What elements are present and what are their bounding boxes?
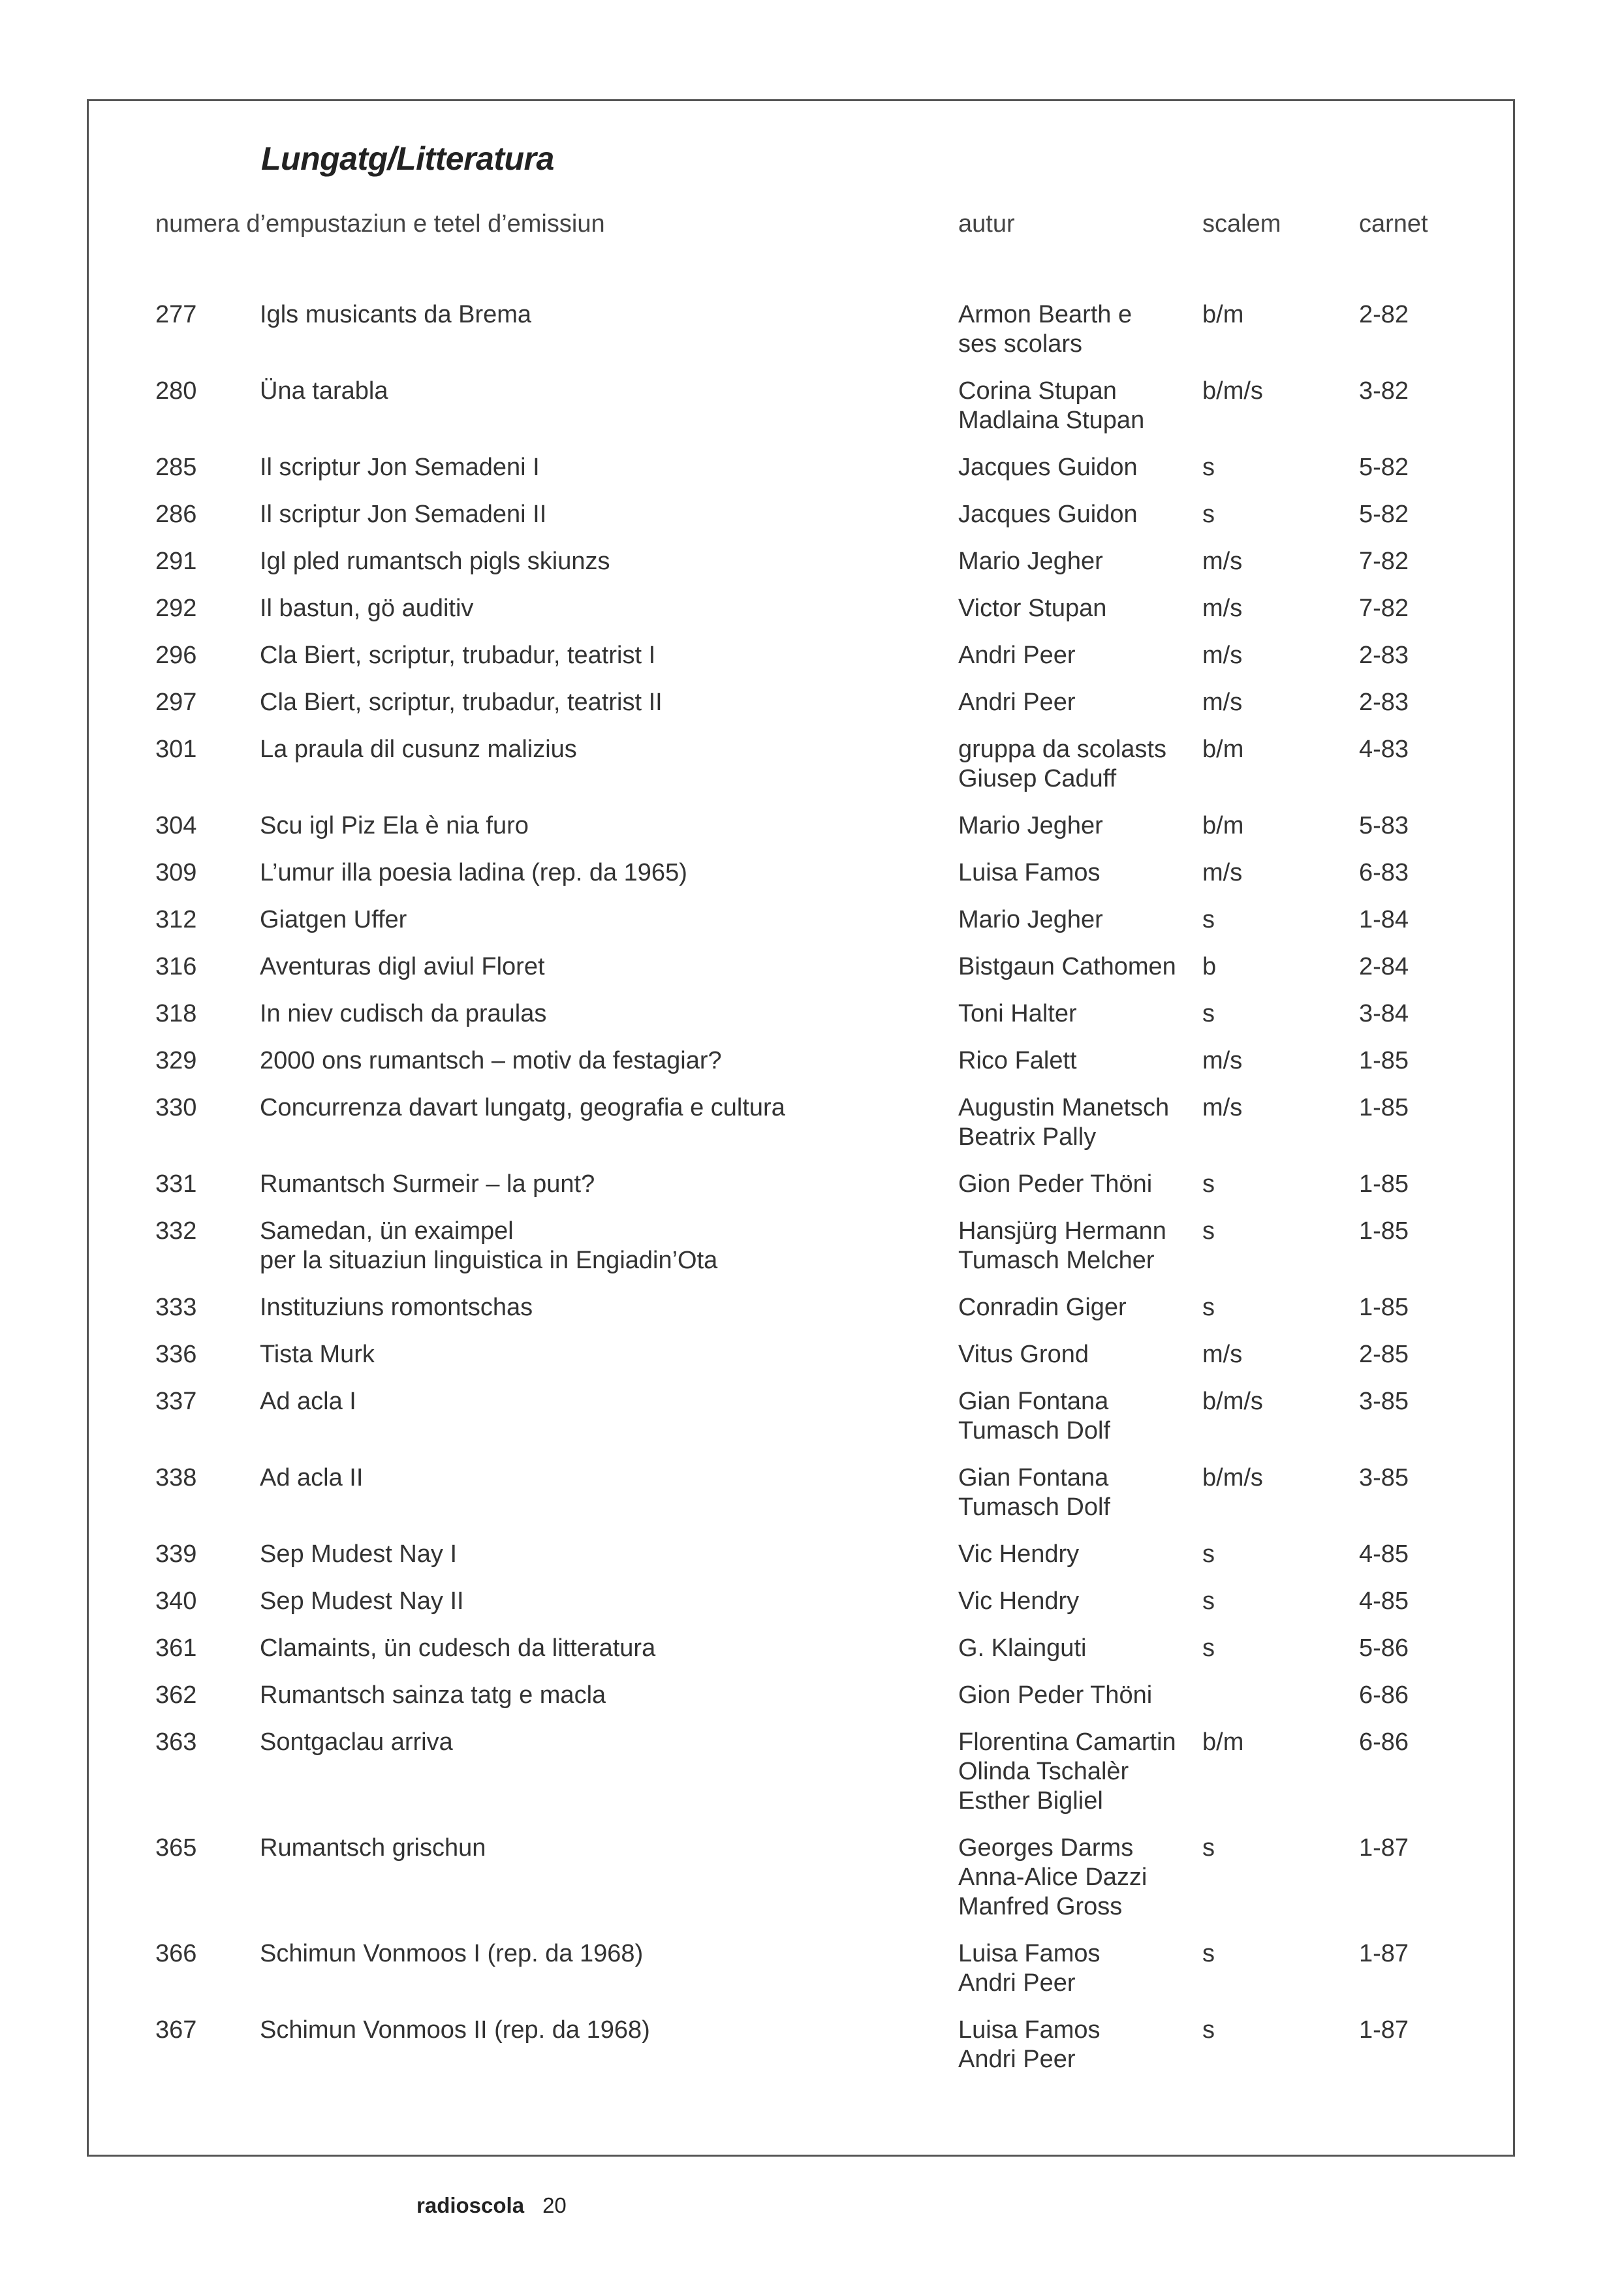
entry-number: 292: [155, 595, 197, 622]
entry-title: Giatgen Uffer: [260, 906, 407, 933]
entry-title: Sontgaclau arriva: [260, 1728, 453, 1756]
entry-scale: b/m/s: [1202, 1464, 1263, 1491]
entry-title: Schimun Vonmoos I (rep. da 1968): [260, 1940, 644, 1967]
entry-scale: m/s: [1202, 548, 1243, 575]
entry-author: Jacques Guidon: [958, 501, 1138, 528]
entry-scale: s: [1202, 1634, 1215, 1662]
entry-carnet: 4-83: [1359, 736, 1409, 763]
entry-number: 297: [155, 689, 197, 716]
entry-carnet: 1-85: [1359, 1217, 1409, 1245]
entry-scale: s: [1202, 1000, 1215, 1027]
entry-number: 329: [155, 1047, 197, 1074]
entry-author: Corina Stupan Madlaina Stupan: [958, 377, 1145, 434]
entry-scale: s: [1202, 1834, 1215, 1862]
entry-number: 285: [155, 454, 197, 481]
entry-title: Scu igl Piz Ela è nia furo: [260, 812, 529, 839]
entry-scale: b/m: [1202, 1728, 1244, 1756]
entry-carnet: 5-86: [1359, 1634, 1409, 1662]
entry-scale: s: [1202, 1294, 1215, 1321]
entry-carnet: 1-87: [1359, 2016, 1409, 2044]
entry-scale: m/s: [1202, 689, 1243, 716]
entry-number: 363: [155, 1728, 197, 1756]
entry-author: gruppa da scolasts Giusep Caduff: [958, 736, 1166, 792]
section-title: Lungatg/Litteratura: [261, 140, 554, 177]
entry-scale: m/s: [1202, 1094, 1243, 1121]
entry-number: 286: [155, 501, 197, 528]
entry-number: 333: [155, 1294, 197, 1321]
entry-number: 365: [155, 1834, 197, 1862]
entry-number: 312: [155, 906, 197, 933]
entry-carnet: 1-85: [1359, 1294, 1409, 1321]
entry-carnet: 4-85: [1359, 1587, 1409, 1615]
entry-title: Clamaints, ün cudesch da litteratura: [260, 1634, 656, 1662]
entry-number: 280: [155, 377, 197, 405]
entry-author: Augustin Manetsch Beatrix Pally: [958, 1094, 1170, 1151]
entry-author: Rico Falett: [958, 1047, 1077, 1074]
entry-number: 309: [155, 859, 197, 886]
header-scale: scalem: [1202, 210, 1281, 238]
entry-carnet: 3-85: [1359, 1464, 1409, 1491]
entry-carnet: 2-84: [1359, 953, 1409, 980]
footer-publication: radioscola: [416, 2193, 525, 2217]
entry-number: 332: [155, 1217, 197, 1245]
entry-scale: m/s: [1202, 1341, 1243, 1368]
entry-scale: s: [1202, 1587, 1215, 1615]
entry-number: 336: [155, 1341, 197, 1368]
entry-number: 330: [155, 1094, 197, 1121]
entry-author: Jacques Guidon: [958, 454, 1138, 481]
entry-carnet: 6-86: [1359, 1728, 1409, 1756]
entry-author: Bistgaun Cathomen: [958, 953, 1176, 980]
entry-scale: b: [1202, 953, 1217, 980]
entry-number: 301: [155, 736, 197, 763]
entry-author: Gion Peder Thöni: [958, 1170, 1153, 1198]
entry-author: Florentina Camartin Olinda Tschalèr Esther Bigliel: [958, 1728, 1176, 1815]
entry-title: Cla Biert, scriptur, trubadur, teatrist I: [260, 642, 656, 669]
entry-number: 331: [155, 1170, 197, 1198]
entry-carnet: 6-86: [1359, 1681, 1409, 1709]
entry-scale: s: [1202, 2016, 1215, 2044]
entry-title: Concurrenza davart lungatg, geografia e cultura: [260, 1094, 785, 1121]
entry-author: Georges Darms Anna-Alice Dazzi Manfred Gross: [958, 1834, 1148, 1920]
entry-carnet: 5-82: [1359, 501, 1409, 528]
entry-author: Mario Jegher: [958, 812, 1103, 839]
entry-title: Schimun Vonmoos II (rep. da 1968): [260, 2016, 650, 2044]
entry-number: 362: [155, 1681, 197, 1709]
entry-title: Sep Mudest Nay I: [260, 1540, 458, 1568]
entry-number: 339: [155, 1540, 197, 1568]
entry-title: Instituziuns romontschas: [260, 1294, 533, 1321]
entry-carnet: 4-85: [1359, 1540, 1409, 1568]
entry-carnet: 1-87: [1359, 1940, 1409, 1967]
entry-carnet: 2-83: [1359, 642, 1409, 669]
entry-author: Victor Stupan: [958, 595, 1107, 622]
entry-title: Aventuras digl aviul Floret: [260, 953, 545, 980]
entry-carnet: 1-85: [1359, 1170, 1409, 1198]
entry-scale: m/s: [1202, 642, 1243, 669]
entry-number: 337: [155, 1388, 197, 1415]
entry-carnet: 7-82: [1359, 595, 1409, 622]
entry-carnet: 5-83: [1359, 812, 1409, 839]
entry-author: Vic Hendry: [958, 1540, 1080, 1568]
page-footer: [416, 2193, 567, 2218]
entry-scale: b/m: [1202, 812, 1244, 839]
entry-scale: m/s: [1202, 1047, 1243, 1074]
entry-title: Il scriptur Jon Semadeni I: [260, 454, 540, 481]
entry-number: 304: [155, 812, 197, 839]
entry-title: Ad acla II: [260, 1464, 364, 1491]
entry-carnet: 1-85: [1359, 1047, 1409, 1074]
entry-carnet: 2-82: [1359, 301, 1409, 328]
entry-title: L’umur illa poesia ladina (rep. da 1965): [260, 859, 687, 886]
entry-author: G. Klainguti: [958, 1634, 1087, 1662]
header-number-title: numera d’empustaziun e tetel d’emissiun: [155, 210, 605, 238]
entry-carnet: 2-83: [1359, 689, 1409, 716]
entry-author: Armon Bearth e ses scolars: [958, 301, 1132, 358]
entry-author: Luisa Famos Andri Peer: [958, 1940, 1101, 1997]
entry-title: La praula dil cusunz malizius: [260, 736, 577, 763]
entry-carnet: 1-85: [1359, 1094, 1409, 1121]
entry-scale: b/m/s: [1202, 377, 1263, 405]
entry-carnet: 1-87: [1359, 1834, 1409, 1862]
entry-author: Gion Peder Thöni: [958, 1681, 1153, 1709]
entry-number: 318: [155, 1000, 197, 1027]
entry-title: Tista Murk: [260, 1341, 375, 1368]
entry-title: Igls musicants da Brema: [260, 301, 532, 328]
header-carnet: carnet: [1359, 210, 1428, 238]
entry-title: Sep Mudest Nay II: [260, 1587, 464, 1615]
entry-number: 367: [155, 2016, 197, 2044]
entry-title: Rumantsch sainza tatg e macla: [260, 1681, 606, 1709]
entry-scale: b/m/s: [1202, 1388, 1263, 1415]
entry-author: Gian Fontana Tumasch Dolf: [958, 1464, 1110, 1521]
entry-carnet: 3-84: [1359, 1000, 1409, 1027]
entry-title: Rumantsch Surmeir – la punt?: [260, 1170, 595, 1198]
entry-author: Vitus Grond: [958, 1341, 1089, 1368]
entry-scale: s: [1202, 454, 1215, 481]
entry-carnet: 7-82: [1359, 548, 1409, 575]
entry-carnet: 1-84: [1359, 906, 1409, 933]
entry-scale: s: [1202, 1170, 1215, 1198]
entry-number: 316: [155, 953, 197, 980]
entry-carnet: 6-83: [1359, 859, 1409, 886]
entry-title: Samedan, ün exaimpel per la situaziun linguistica in Engiadin’Ota: [260, 1217, 718, 1274]
entry-author: Vic Hendry: [958, 1587, 1080, 1615]
entry-carnet: 5-82: [1359, 454, 1409, 481]
entry-number: 277: [155, 301, 197, 328]
entry-title: Rumantsch grischun: [260, 1834, 486, 1862]
entry-scale: m/s: [1202, 859, 1243, 886]
entry-title: Igl pled rumantsch pigls skiunzs: [260, 548, 610, 575]
entry-author: Andri Peer: [958, 642, 1076, 669]
entry-author: Hansjürg Hermann Tumasch Melcher: [958, 1217, 1166, 1274]
entry-number: 296: [155, 642, 197, 669]
entry-carnet: 3-82: [1359, 377, 1409, 405]
header-author: autur: [958, 210, 1015, 238]
entry-author: Gian Fontana Tumasch Dolf: [958, 1388, 1110, 1444]
entry-author: Conradin Giger: [958, 1294, 1127, 1321]
entry-scale: s: [1202, 501, 1215, 528]
entry-number: 340: [155, 1587, 197, 1615]
entry-author: Luisa Famos: [958, 859, 1101, 886]
entry-scale: s: [1202, 1940, 1215, 1967]
entry-author: Andri Peer: [958, 689, 1076, 716]
entry-title: Il bastun, gö auditiv: [260, 595, 474, 622]
entry-scale: s: [1202, 1540, 1215, 1568]
footer-page-number: 20: [542, 2193, 567, 2217]
entry-author: Toni Halter: [958, 1000, 1077, 1027]
entry-title: Ad acla I: [260, 1388, 356, 1415]
entry-scale: s: [1202, 1217, 1215, 1245]
entry-title: 2000 ons rumantsch – motiv da festagiar?: [260, 1047, 722, 1074]
entry-title: Cla Biert, scriptur, trubadur, teatrist II: [260, 689, 663, 716]
entry-number: 366: [155, 1940, 197, 1967]
entry-scale: b/m: [1202, 301, 1244, 328]
entry-scale: b/m: [1202, 736, 1244, 763]
entry-number: 361: [155, 1634, 197, 1662]
entry-title: In niev cudisch da praulas: [260, 1000, 547, 1027]
entry-carnet: 2-85: [1359, 1341, 1409, 1368]
entry-title: Üna tarabla: [260, 377, 388, 405]
entry-number: 338: [155, 1464, 197, 1491]
entry-number: 291: [155, 548, 197, 575]
entry-author: Mario Jegher: [958, 548, 1103, 575]
entry-scale: m/s: [1202, 595, 1243, 622]
entry-author: Mario Jegher: [958, 906, 1103, 933]
entry-carnet: 3-85: [1359, 1388, 1409, 1415]
entry-scale: s: [1202, 906, 1215, 933]
entry-title: Il scriptur Jon Semadeni II: [260, 501, 547, 528]
entry-author: Luisa Famos Andri Peer: [958, 2016, 1101, 2073]
